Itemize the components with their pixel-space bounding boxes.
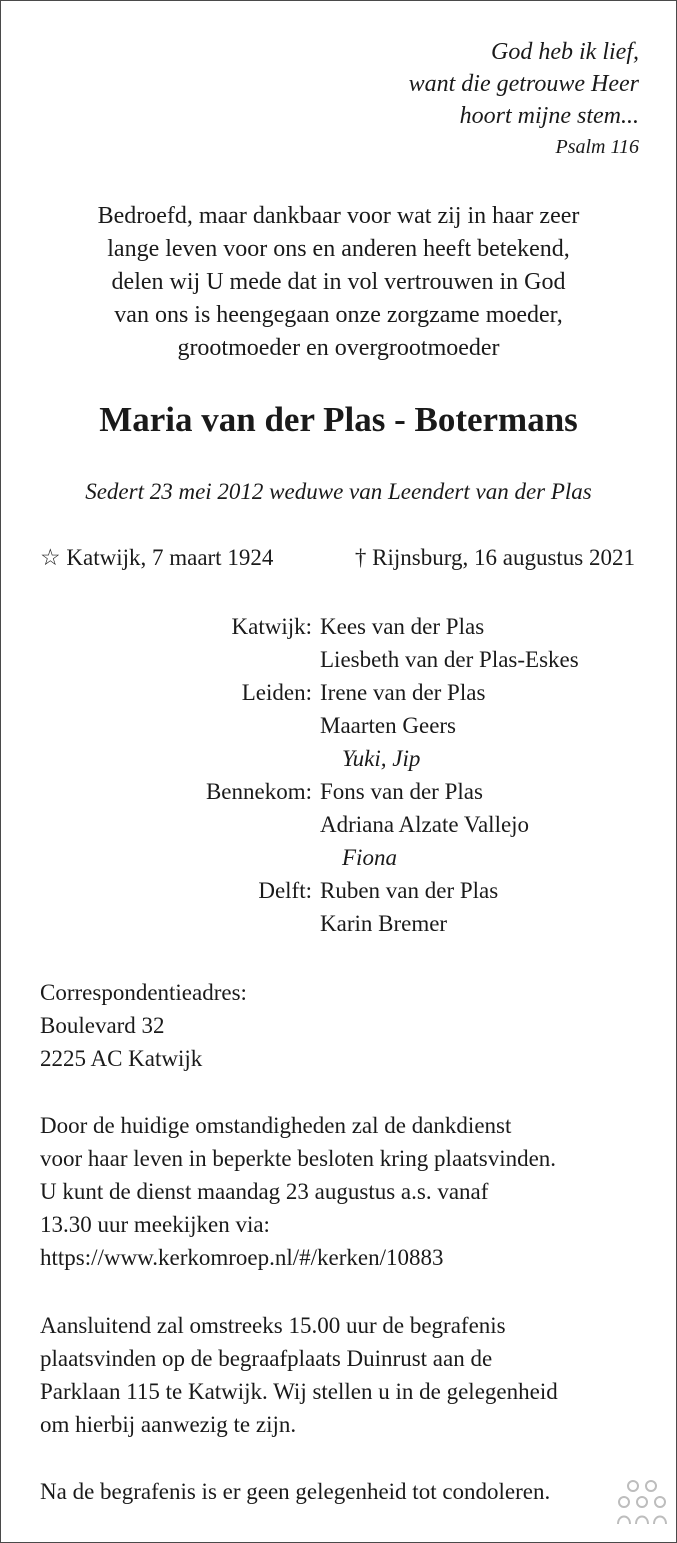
intro-line: lange leven voor ons en anderen heeft betekend, xyxy=(107,236,570,262)
death-date: † Rijnsburg, 16 augustus 2021 xyxy=(354,545,635,570)
address-line: Boulevard 32 xyxy=(40,1013,165,1038)
burial-paragraph xyxy=(40,1309,558,1441)
deceased-name: Maria van der Plas - Botermans xyxy=(99,400,578,439)
service-line: U kunt de dienst maandag 23 augustus a.s. vanaf xyxy=(40,1179,489,1204)
burial-line: om hierbij aanwezig te zijn. xyxy=(40,1412,297,1437)
intro-line: delen wij U mede dat in vol vertrouwen in God xyxy=(111,269,566,295)
intro-line: Bedroefd, maar dankbaar voor wat zij in haar zeer xyxy=(97,203,580,229)
family-person: Adriana Alzate Vallejo xyxy=(320,812,530,837)
family-grandchildren: Fiona xyxy=(342,845,397,870)
service-line: 13.30 uur meekijken via: xyxy=(40,1212,270,1237)
address-line: 2225 AC Katwijk xyxy=(40,1046,203,1071)
family-list xyxy=(0,610,677,940)
family-row xyxy=(0,709,677,742)
closing-paragraph xyxy=(40,1475,550,1508)
family-row xyxy=(0,643,677,676)
service-line: Door de huidige omstandigheden zal de dankdienst xyxy=(40,1113,512,1138)
family-person: Ruben van der Plas xyxy=(320,878,499,903)
family-person: Kees van der Plas xyxy=(320,614,485,639)
widow-line: Sedert 23 mei 2012 weduwe van Leendert van der Plas xyxy=(85,479,592,504)
psalm-quote xyxy=(409,36,639,162)
family-place: Delft: xyxy=(258,878,312,903)
people-group-icon xyxy=(617,1478,667,1526)
family-person: Karin Bremer xyxy=(320,911,448,936)
family-row xyxy=(0,775,677,808)
family-person: Fons van der Plas xyxy=(320,779,483,804)
burial-line: Aansluitend zal omstreeks 15.00 uur de begrafenis xyxy=(40,1313,506,1338)
burial-line: Parklaan 115 te Katwijk. Wij stellen u in de gelegenheid xyxy=(40,1379,558,1404)
correspondence-address xyxy=(40,976,247,1075)
family-person: Irene van der Plas xyxy=(320,680,486,705)
family-row xyxy=(0,808,677,841)
service-url: https://www.kerkomroep.nl/#/kerken/10883 xyxy=(40,1245,444,1270)
family-place: Katwijk: xyxy=(231,614,312,639)
family-place: Bennekom: xyxy=(205,779,312,804)
family-row xyxy=(0,676,677,709)
intro-text xyxy=(0,200,677,365)
closing-line: Na de begrafenis is er geen gelegenheid tot condoleren. xyxy=(40,1479,551,1504)
family-row xyxy=(0,907,677,940)
family-row xyxy=(0,841,677,874)
service-paragraph xyxy=(40,1109,556,1274)
family-row xyxy=(0,610,677,643)
burial-line: plaatsvinden op de begraafplaats Duinrust aan de xyxy=(40,1346,493,1371)
service-line: voor haar leven in beperkte besloten kring plaatsvinden. xyxy=(40,1146,557,1171)
family-person: Liesbeth van der Plas-Eskes xyxy=(320,647,579,672)
birth-date: ☆ Katwijk, 7 maart 1924 xyxy=(40,545,274,570)
intro-line: van ons is heengegaan onze zorgzame moeder, xyxy=(114,302,563,328)
psalm-line: hoort mijne stem... xyxy=(459,103,639,129)
psalm-reference: Psalm 116 xyxy=(555,136,639,158)
intro-line: grootmoeder en overgrootmoeder xyxy=(177,335,500,361)
family-person: Maarten Geers xyxy=(320,713,457,738)
family-grandchildren: Yuki, Jip xyxy=(342,746,421,771)
family-row xyxy=(0,874,677,907)
address-line: Correspondentieadres: xyxy=(40,980,247,1005)
psalm-line: God heb ik lief, xyxy=(491,39,639,65)
family-row xyxy=(0,742,677,775)
psalm-line: want die getrouwe Heer xyxy=(408,71,639,97)
family-place: Leiden: xyxy=(241,680,312,705)
